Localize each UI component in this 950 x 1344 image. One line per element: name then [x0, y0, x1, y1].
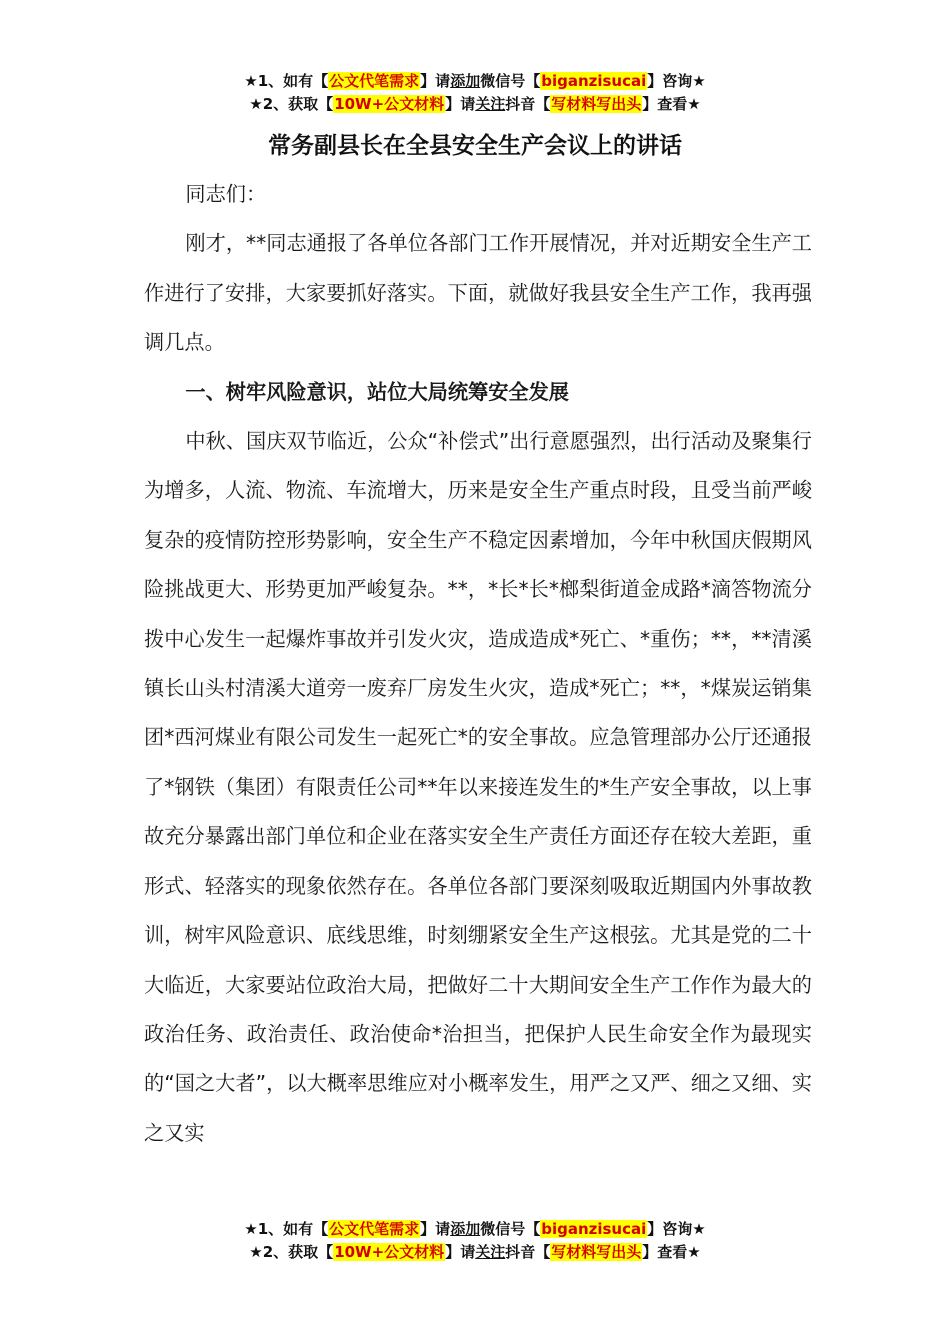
- promo-line-1: ★1、如有【公文代笔需求】请添加微信号【biganzisucai】咨询★: [244, 72, 706, 90]
- promo-banner-top: [0, 70, 950, 116]
- promo-highlight-materials: 10W+公文材料: [334, 95, 445, 113]
- salutation: 同志们：: [185, 182, 267, 206]
- promo-highlight-douyin: 写材料写出头: [551, 1243, 642, 1261]
- document-body: [144, 170, 812, 1158]
- promo-highlight-service: 公文代笔需求: [329, 1220, 420, 1238]
- promo-highlight-douyin: 写材料写出头: [551, 95, 642, 113]
- paragraph-section-1: 中秋、国庆双节临近，公众“补偿式”出行意愿强烈，出行活动及聚集行为增多，人流、物流、车流增大，历来是安全生产重点时段，且受当前严峻复杂的疫情防控形势影响，安全生产不稳定因素增加，今年中秋国庆假期风险挑战更大、形势更加严峻复杂。**，*长*长*榔梨街道金成路*滴答物流分拨中心发生一起爆炸事故并引发火灾，造成造成*死亡、*重伤；**，**清溪镇长山头村清溪大道旁一废弃厂房发生火灾，造成*死亡；**，*煤炭运销集团*西河煤业有限公司发生一起死亡*的安全事故。应急管理部办公厅还通报了*钢铁（集团）有限责任公司**年以来接连发生的*生产安全事故，以上事故充分暴露出部门单位和企业在落实安全生产责任方面还存在较大差距，重形式、轻落实的现象依然存在。各单位各部门要深刻吸取近期国内外事故教训，树牢风险意识、底线思维，时刻绷紧安全生产这根弦。尤其是党的二十大临近，大家要站位政治大局，把做好二十大期间安全生产工作作为最大的政治任务、政治责任、政治使命*治担当，把保护人民生命安全作为最现实的“国之大者”，以大概率思维应对小概率发生，用严之又严、细之又细、实之又实: [144, 429, 812, 1145]
- promo-highlight-wechat-id: biganzisucai: [541, 72, 647, 90]
- promo-highlight-service: 公文代笔需求: [329, 72, 420, 90]
- promo-line-2: ★2、获取【10W+公文材料】请关注抖音【写材料写出头】查看★: [249, 1243, 701, 1261]
- promo-highlight-materials: 10W+公文材料: [334, 1243, 445, 1261]
- promo-banner-bottom: [0, 1218, 950, 1264]
- promo-underline-add: 添加: [450, 72, 481, 90]
- paragraph-intro: 刚才，**同志通报了各单位各部门工作开展情况，并对近期安全生产工作进行了安排，大家要抓好落实。下面，就做好我县安全生产工作，我再强调几点。: [144, 231, 812, 355]
- document-title: 常务副县长在全县安全生产会议上的讲话: [268, 133, 682, 159]
- promo-underline-add: 添加: [450, 1220, 481, 1238]
- promo-underline-follow: 关注: [475, 95, 506, 113]
- promo-underline-follow: 关注: [475, 1243, 506, 1261]
- promo-line-2: ★2、获取【10W+公文材料】请关注抖音【写材料写出头】查看★: [249, 95, 701, 113]
- promo-line-1: ★1、如有【公文代笔需求】请添加微信号【biganzisucai】咨询★: [244, 1220, 706, 1238]
- section-heading-1: 一、树牢风险意识，站位大局统筹安全发展: [185, 379, 569, 404]
- promo-highlight-wechat-id: biganzisucai: [541, 1220, 647, 1238]
